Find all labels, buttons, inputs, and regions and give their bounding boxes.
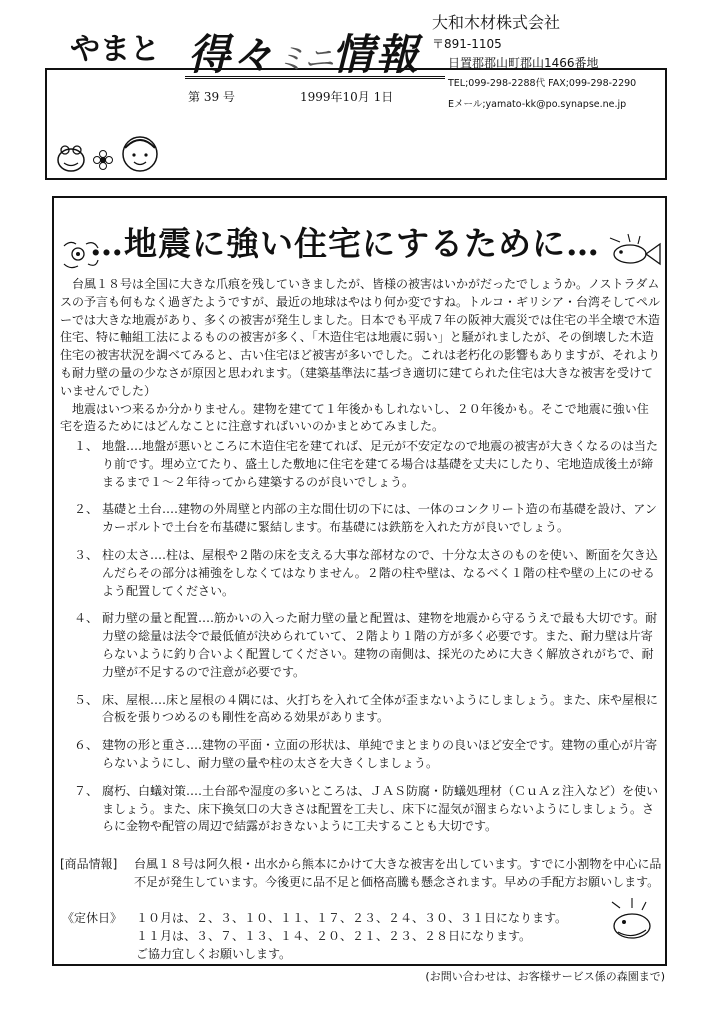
item-text: 柱の太さ‥‥柱は、屋根や２階の床を支える大事な部材なので、十分な太さのものを使い、断面を欠き込んだらその部分は補強をしなくてはなりません。２階の柱や壁は、なるべく１階の柱や壁の上にのせるよう配置してください。 [102, 547, 658, 598]
item-text: 地盤‥‥地盤が悪いところに木造住宅を建てれば、足元が不安定なので地震の被害が大きくなるのは当たり前です。埋め立てたり、盛土した敷地に住宅を建てる場合は基礎を丈夫にしたり、宅地造成後土が締まるまで１～２年待ってから建築するのが良いでしょう。 [102, 439, 659, 489]
item-text: 建物の形と重さ‥‥建物の平面・立面の形状は、単純でまとまりの良いほど安全です。建物の重心が片寄らないようにし、耐力壁の量や柱の太さを大きくしましょう。 [102, 738, 658, 770]
item-number: ７、 [73, 783, 98, 798]
product-text: 台風１８号は阿久根・出水から熊本にかけて大きな被害を出しています。すでに小割物を中心に品不足が発生しています。今後更に品不足と価格高騰も懸念されます。早めの手配方お願いします。 [134, 857, 662, 889]
intro-paragraph: 台風１８号は全国に大きな爪痕を残していきましたが、皆様の被害はいかがだったでしょうか。ノストラダムスの予言も何もなく過ぎたようですが、最近の地球はやはり何か変ですね。トルコ・ギリシア・台湾そしてペルーでは大きな地震があり、多くの被害が発生しました。日本でも平成７年の阪神大震災では住宅の半全壊で木造住宅、特に軸組工法によるものの被害が多く、「木造住宅は地震に弱い」と騒がれましたが、その倒壊した木造住宅の被害状況を調べてみると、古い住宅ほど被害が多いでした。これは老朽化の影響もありますが、それよりも耐力壁の量の少なさが原因と思われます。（建築基準法に基づき適切に建てられた住宅は大きな被害を受けていませんでした） [60, 277, 661, 398]
product-label: [商品情報] [60, 857, 118, 871]
issue-date: 1999年10月 1日 [300, 90, 394, 104]
flower-icon [94, 151, 113, 170]
holiday-info [62, 910, 622, 963]
list-item [60, 610, 664, 681]
item-text: 床、屋根‥‥床と屋根の４隅には、火打ちを入れて全体が歪まないようにしましょう。また、床や屋根に合板を張りつめるのも剛性を高める効果があります。 [102, 692, 659, 725]
item-number: ２、 [73, 502, 98, 517]
intro-paragraph: 地震はいつ来るか分かりません。建物を建てて１年後かもしれないし、２０年後かも。そこで地震に強い住宅を造るためにはどんなことに注意すればいいのかまとめてみました。 [60, 401, 649, 434]
tips-list [60, 438, 664, 846]
product-info [60, 856, 664, 892]
company-address: 日置郡郡山町郡山1466番地 [448, 56, 599, 70]
brand-name: やまと [70, 32, 160, 67]
inquiry-note: (お問い合わせは、お客様サービス係の森園まで) [425, 970, 665, 983]
item-text: 基礎と土台‥‥建物の外周壁と内部の主な間仕切の下には、一体のコンクリート造の布基礎を設け、アンカーボルトで土台を布基礎に緊結します。布基礎には鉄筋を入れた方が良いでしょう。 [102, 502, 657, 535]
issue-number: 第 39 号 [188, 90, 235, 104]
kid-face-icon [123, 137, 157, 171]
holiday-label: 《定休日》 [62, 911, 123, 925]
item-number: ３、 [73, 547, 98, 562]
list-item [60, 692, 664, 728]
title-right: 情報 [332, 30, 421, 79]
item-text: 腐朽、白蟻対策‥‥土台部や湿度の多いところは、ＪＡＳ防腐・防蟻処理材（ＣｕＡｚ注入など）を使いましょう。また、床下換気口の大きさは配置を工夫し、床下に湿気が溜まらないようにしましょう。さらに金物や配管の周辺で結露がおきないように工夫することも大切です。 [102, 783, 659, 834]
item-number: ５、 [73, 692, 98, 707]
holiday-october: １０月は、２、３、１０、１１、１７、２３、２４、３０、３１日になります。 [136, 911, 568, 925]
item-number: ６、 [73, 738, 98, 753]
list-item [60, 501, 664, 537]
list-item [60, 547, 664, 600]
fish-deco-icon [606, 232, 664, 272]
company-name: 大和木材株式会社 [432, 13, 561, 32]
item-number: １、 [73, 439, 98, 453]
tel-fax: TEL;099-298-2288代 FAX;099-298-2290 [448, 78, 637, 89]
item-text: 耐力壁の量と配置‥‥筋かいの入った耐力壁の量と配置は、建物を地震から守るうえで最も大切です。耐力壁の総量は法令で最低値が決められていて、２階より１階の方が多く必要です。また、耐力壁は片寄らないように釣り合いよく配置してください。建物の南側は、採光のために大きく解放されがちで、耐力壁が不足するので注意が必要です。 [102, 611, 658, 679]
email-address: Eメール;yamato-kk@po.synapse.ne.jp [448, 99, 627, 110]
frog-icon [58, 146, 84, 171]
title-mini: ミニ [276, 42, 333, 77]
title-underline [185, 76, 445, 79]
intro-text [60, 276, 660, 436]
list-item [60, 783, 664, 836]
newsletter-title [188, 22, 420, 82]
fish-deco-icon [606, 896, 662, 948]
postal-code: 〒891-1105 [432, 37, 502, 51]
item-number: ４、 [73, 611, 98, 626]
mascot-illustration [55, 130, 165, 178]
holiday-note: ご協力宜しくお願いします。 [136, 946, 292, 961]
list-item [60, 438, 664, 491]
holiday-november: １１月は、３、７、１３、１４、２０、２１、２３、２８日になります。 [136, 928, 532, 943]
title-left: 得々 [188, 30, 277, 79]
list-item [60, 737, 664, 773]
headline: …地震に強い住宅にするために… [90, 224, 600, 263]
